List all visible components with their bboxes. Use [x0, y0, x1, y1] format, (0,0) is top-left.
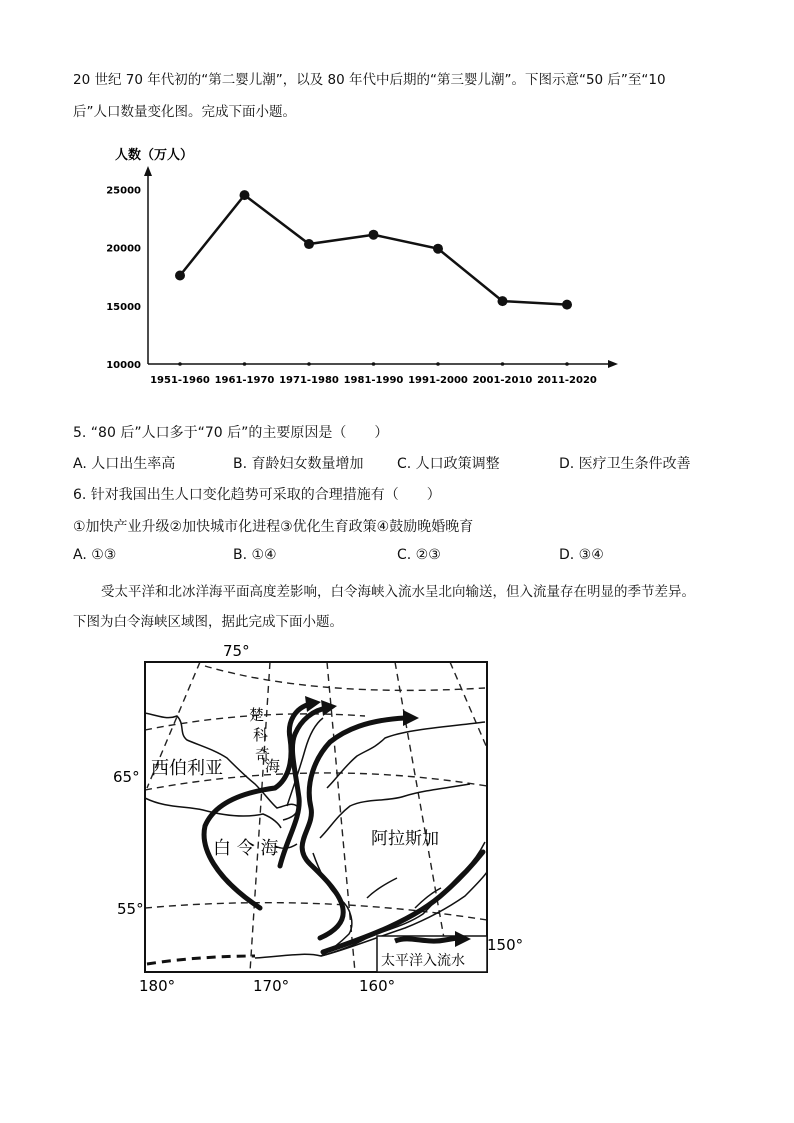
lat-label-75: 75°	[223, 642, 250, 660]
x-tick-mark	[372, 362, 376, 366]
x-tick-mark	[436, 362, 440, 366]
q6-option-b[interactable]: B. ①④	[233, 547, 277, 563]
q6-option-d[interactable]: D. ③④	[559, 547, 604, 563]
chukchi-sea-label-2: 科	[253, 726, 269, 744]
intro2-line2: 下图为白令海峡区域图，据此完成下面小题。	[73, 614, 343, 630]
q6-stem: 6. 针对我国出生人口变化趋势可采取的合理措施有（ ）	[73, 487, 441, 503]
series-line	[180, 195, 567, 304]
lat-label-55: 55°	[117, 900, 144, 918]
siberia-label: 西伯利亚	[151, 758, 223, 779]
data-point	[304, 239, 314, 249]
bering-strait-map	[105, 638, 535, 998]
q6-option-a[interactable]: A. ①③	[73, 547, 117, 563]
y-axis-arrow	[144, 166, 152, 176]
x-tick-label: 1971-1980	[279, 375, 339, 386]
x-tick-mark	[501, 362, 505, 366]
y-tick-label: 20000	[106, 243, 141, 255]
map-frame	[145, 662, 487, 972]
chukchi-sea-label-1: 楚	[249, 706, 265, 724]
y-tick-label: 15000	[106, 301, 141, 313]
data-point	[498, 296, 508, 306]
bering-sea-label: 白 令 海	[213, 838, 279, 859]
x-tick-label: 1991-2000	[408, 375, 468, 386]
q5-option-c[interactable]: C. 人口政策调整	[397, 456, 500, 472]
data-point	[175, 270, 185, 280]
x-tick-mark	[178, 362, 182, 366]
y-tick-label: 25000	[106, 185, 141, 197]
intro2-line1: 受太平洋和北冰洋海平面高度差影响，白令海峡入流水呈北向输送，但入流量存在明显的季节差异。	[101, 584, 695, 600]
data-point	[240, 190, 250, 200]
legend-arrow-icon	[395, 938, 457, 941]
q5-option-a[interactable]: A. 人口出生率高	[73, 456, 176, 472]
lon-label-170: 170°	[253, 977, 290, 995]
lat-label-65: 65°	[113, 768, 140, 786]
x-tick-mark	[307, 362, 311, 366]
x-tick-label: 2011-2020	[537, 375, 597, 386]
q6-option-c[interactable]: C. ②③	[397, 547, 441, 563]
x-tick-label: 1981-1990	[343, 375, 404, 386]
map-legend-label: 太平洋入流水	[381, 953, 465, 969]
data-point	[369, 230, 379, 240]
chukchi-sea-label-3: 奇	[255, 746, 271, 764]
lon-label-150: 150°	[487, 936, 524, 954]
y-tick-label: 10000	[106, 360, 141, 371]
data-point	[562, 300, 572, 310]
x-tick-label: 1961-1970	[214, 375, 275, 386]
lon-label-180: 180°	[139, 977, 176, 995]
intro1-line2: 后”人口数量变化图。完成下面小题。	[73, 104, 296, 120]
lon-label-160: 160°	[359, 977, 396, 995]
chukchi-sea-label-4: 海	[265, 757, 281, 775]
q5-option-b[interactable]: B. 育龄妇女数量增加	[233, 456, 364, 472]
x-tick-mark	[565, 362, 569, 366]
q5-stem: 5. “80 后”人口多于“70 后”的主要原因是（ ）	[73, 425, 389, 441]
data-point	[433, 244, 443, 254]
x-tick-mark	[243, 362, 247, 366]
population-chart	[100, 140, 630, 395]
q6-items: ①加快产业升级②加快城市化进程③优化生育政策④鼓励晚婚晚育	[73, 519, 474, 535]
intro1-line1: 20 世纪 70 年代初的“第二婴儿潮”，以及 80 年代中后期的“第三婴儿潮”。下图示意“50 后”至“10	[73, 72, 666, 88]
x-axis-arrow	[608, 360, 618, 368]
x-tick-label: 2001-2010	[472, 375, 533, 386]
alaska-label: 阿拉斯加	[371, 829, 439, 849]
q5-option-d[interactable]: D. 医疗卫生条件改善	[559, 456, 691, 472]
chart-ylabel: 人数（万人）	[115, 148, 194, 163]
x-tick-label: 1951-1960	[150, 375, 210, 386]
